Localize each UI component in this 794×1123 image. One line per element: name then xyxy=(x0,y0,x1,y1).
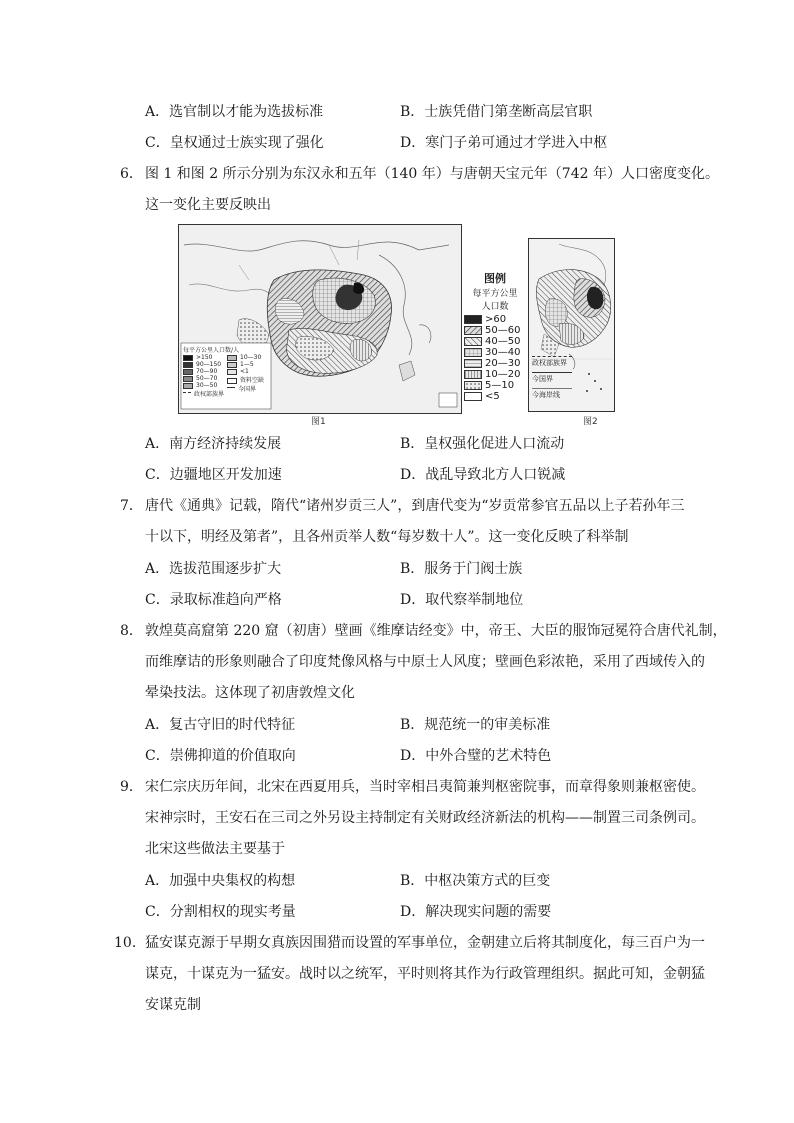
q8-stem-line-1: 敦煌莫高窟第 220 窟（初唐）壁画《维摩诘经变》中，帝王、大臣的服饰冠冕符合唐代礼制， xyxy=(145,623,727,639)
fig2-legend-item: 40—50 xyxy=(464,336,526,347)
q6-stem-line-1: 图 1 和图 2 所示分别为东汉永和五年（140 年）与唐朝天宝元年（742 年）人口密度变化。 xyxy=(145,166,719,182)
q9-stem-line-3: 北宋这些做法主要基于 xyxy=(145,841,285,857)
figure-2-caption: 图2 xyxy=(583,417,598,427)
figure-2-legend xyxy=(464,270,526,402)
q8-option-c[interactable]: C．崇佛抑道的价值取向 xyxy=(145,748,296,764)
figure-2-inner-legend xyxy=(532,356,572,400)
fig2-legend-item: 20—30 xyxy=(464,358,526,369)
figure-2-map xyxy=(528,238,615,412)
q9-option-a[interactable]: A．加强中央集权的构想 xyxy=(145,873,296,889)
fig1-legend-item: 10—30 xyxy=(227,354,271,361)
q6-number: 6． xyxy=(120,166,143,182)
q6-option-a[interactable]: A．南方经济持续发展 xyxy=(145,436,282,452)
q8-option-a[interactable]: A．复古守旧的时代特征 xyxy=(145,717,296,733)
q9-option-d[interactable]: D．解决现实问题的需要 xyxy=(400,904,552,920)
fig1-legend-item: 30—50 xyxy=(183,382,227,389)
fig2-legend-item: 5—10 xyxy=(464,380,526,391)
figure-2-legend-unit-1: 每平方公里 xyxy=(472,289,518,299)
q9-stem-line-1: 宋仁宗庆历年间，北宋在西夏用兵，当时宰相吕夷简兼判枢密院事，而章得象则兼枢密使。 xyxy=(145,779,705,795)
figure-1-caption: 图1 xyxy=(311,417,326,427)
q6-option-b[interactable]: B．皇权强化促进人口流动 xyxy=(400,436,565,452)
q5-option-d[interactable]: D．寒门子弟可通过才学进入中枢 xyxy=(400,135,608,151)
q10-number: 10． xyxy=(114,935,146,951)
q6-option-d[interactable]: D．战乱导致北方人口锐减 xyxy=(400,467,566,483)
q9-option-c[interactable]: C．分割相权的现实考量 xyxy=(145,904,296,920)
q9-number: 9． xyxy=(120,779,143,795)
q5-option-c[interactable]: C．皇权通过士族实现了强化 xyxy=(145,135,324,151)
fig2-line-legend-item: 今海岸线 xyxy=(532,388,572,400)
fig1-legend-item: 资料空缺 xyxy=(227,375,271,384)
q9-stem-line-2: 宋神宗时，王安石在三司之外另设主持制定有关财政经济新法的机构——制置三司条例司。 xyxy=(145,810,705,826)
q10-stem-line-1: 猛安谋克源于早期女真族因围猎而设置的军事单位，金朝建立后将其制度化，每三百户为一 xyxy=(145,935,705,951)
figure-2-legend-unit-2: 人口数 xyxy=(481,302,509,312)
fig2-legend-item: >60 xyxy=(464,314,526,325)
q5-option-b[interactable]: B．士族凭借门第垄断高层官职 xyxy=(400,104,593,120)
fig2-line-legend-item: 政权部族界 xyxy=(532,356,572,368)
fig1-legend-item: >150 xyxy=(183,354,227,361)
figure-1-legend xyxy=(183,345,271,398)
q7-stem-line-2: 十以下，明经及第者”，且各州贡举人数“每岁数十人”。这一变化反映了科举制 xyxy=(145,529,629,545)
fig1-legend-item: 政权部族界 xyxy=(183,389,227,398)
q7-number: 7． xyxy=(120,498,143,514)
q7-option-a[interactable]: A．选拔范围逐步扩大 xyxy=(145,561,282,577)
q8-option-d[interactable]: D．中外合璧的艺术特色 xyxy=(400,748,552,764)
q7-stem-line-1: 唐代《通典》记载，隋代“诸州岁贡三人”，到唐代变为“岁贡常参官五品以上子若孙年三 xyxy=(145,498,685,514)
q8-number: 8． xyxy=(120,623,143,639)
q7-option-b[interactable]: B．服务于门阀士族 xyxy=(400,561,523,577)
q10-stem-line-2: 谋克，十谋克为一猛安。战时以之统军，平时则将其作为行政管理组织。据此可知，金朝猛 xyxy=(145,966,705,982)
figure-1-map xyxy=(178,224,462,414)
fig1-legend-item: 70—90 xyxy=(183,368,227,375)
q8-option-b[interactable]: B．规范统一的审美标准 xyxy=(400,717,551,733)
fig2-line-legend-item: 今国界 xyxy=(532,372,572,384)
q8-stem-line-2: 而维摩诘的形象则融合了印度梵像风格与中原士人风度；壁画色彩浓艳，采用了西域传入的 xyxy=(145,654,705,670)
q5-option-a[interactable]: A．选官制以才能为选拔标准 xyxy=(145,104,324,120)
fig1-legend-item: 今国界 xyxy=(227,384,271,393)
fig1-legend-item: <1 xyxy=(227,368,271,375)
q7-option-d[interactable]: D．取代察举制地位 xyxy=(400,592,524,608)
q6-option-c[interactable]: C．边疆地区开发加速 xyxy=(145,467,282,483)
fig2-legend-item: 30—40 xyxy=(464,347,526,358)
fig1-legend-item: 1—5 xyxy=(227,361,271,368)
fig2-legend-item: 50—60 xyxy=(464,325,526,336)
fig1-legend-item: 50—70 xyxy=(183,375,227,382)
fig2-legend-item: 10—20 xyxy=(464,369,526,380)
figure-2-legend-heading: 图例 xyxy=(484,272,506,285)
fig1-legend-item: 90—150 xyxy=(183,361,227,368)
q10-stem-line-3: 安谋克制 xyxy=(145,997,201,1013)
q9-option-b[interactable]: B．中枢决策方式的巨变 xyxy=(400,873,551,889)
fig2-legend-item: <5 xyxy=(464,391,526,402)
q7-option-c[interactable]: C．录取标准趋向严格 xyxy=(145,592,282,608)
q6-stem-line-2: 这一变化主要反映出 xyxy=(145,197,271,213)
q8-stem-line-3: 晕染技法。这体现了初唐敦煌文化 xyxy=(145,685,355,701)
figure-1-legend-title: 每平方公里人口数/人 xyxy=(183,347,240,354)
